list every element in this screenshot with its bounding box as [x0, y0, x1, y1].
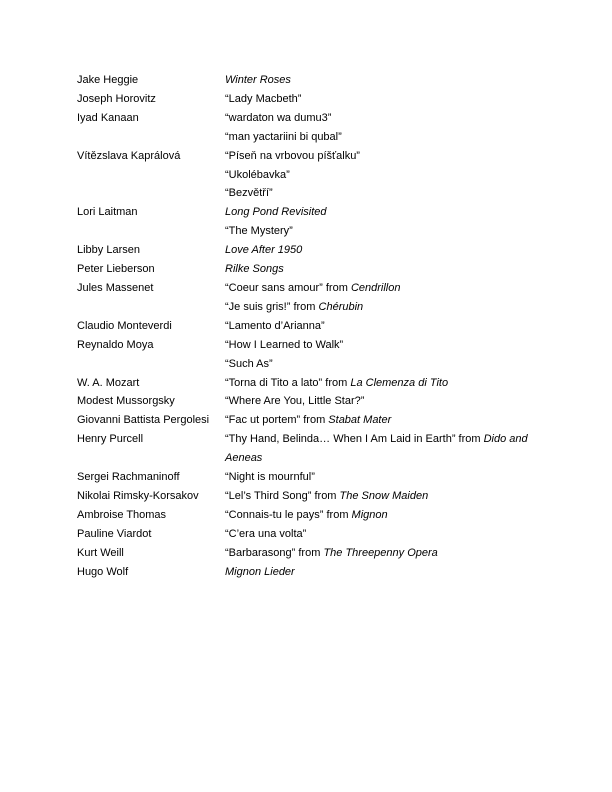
work-title-text: “Fac ut portem” from	[225, 414, 329, 427]
works-list	[225, 392, 537, 411]
repertoire-row	[77, 374, 537, 393]
work-title-text: “Barbarasong” from	[225, 546, 324, 559]
repertoire-row	[77, 525, 537, 544]
composer-name: Jake Heggie	[77, 74, 139, 86]
composer-name: Peter Lieberson	[77, 263, 155, 276]
works-list	[225, 525, 537, 544]
composer-name: Iyad Kanaan	[77, 111, 139, 124]
composer-name: W. A. Mozart	[77, 376, 140, 389]
work-title-text: “Such As”	[225, 357, 273, 370]
work-title-text: “Je suis gris!” from	[225, 300, 319, 313]
works-list	[225, 90, 537, 109]
work-title-italic: Chérubin	[318, 300, 364, 313]
repertoire-row	[77, 336, 537, 374]
repertoire-row	[77, 279, 537, 317]
repertoire-list	[77, 71, 537, 581]
work-title-text: “Night is mournful”	[225, 471, 315, 484]
works-list	[225, 506, 537, 525]
work-title	[225, 563, 537, 582]
works-list	[225, 468, 537, 487]
work-title-italic: The Threepenny Opera	[323, 546, 438, 559]
repertoire-row	[77, 430, 537, 468]
works-list	[225, 109, 537, 147]
work-title-text: “How I Learned to Walk”	[225, 338, 344, 351]
works-list	[225, 147, 537, 204]
works-list	[225, 317, 537, 336]
work-title-text: “Torna di Tito a lato” from	[225, 376, 351, 389]
works-list	[225, 336, 537, 374]
repertoire-row	[77, 317, 537, 336]
repertoire-row	[77, 147, 537, 204]
works-list	[225, 260, 537, 279]
work-title	[225, 241, 537, 260]
composer-name: Reynaldo Moya	[77, 338, 154, 351]
works-list	[225, 71, 537, 90]
work-title-italic: Winter Roses	[225, 74, 291, 86]
works-list	[225, 374, 537, 393]
work-title	[225, 544, 537, 563]
work-title-text: “C’era una volta”	[225, 527, 307, 540]
work-title	[225, 184, 537, 203]
work-title	[225, 430, 537, 468]
work-title	[225, 525, 537, 544]
repertoire-row	[77, 90, 537, 109]
composer-name: Libby Larsen	[77, 244, 140, 257]
work-title	[225, 203, 537, 222]
work-title-text: “Bezvětří”	[225, 187, 273, 200]
work-title-text: “wardaton wa dumu3”	[225, 111, 332, 124]
repertoire-row	[77, 203, 537, 241]
repertoire-row	[77, 241, 537, 260]
work-title-italic: Love After 1950	[225, 244, 303, 257]
work-title	[225, 222, 537, 241]
works-list	[225, 544, 537, 563]
work-title-italic: Mignon	[351, 508, 388, 521]
work-title	[225, 506, 537, 525]
work-title-text: “Lamento d’Arianna”	[225, 319, 325, 332]
work-title-italic: The Snow Maiden	[339, 489, 429, 502]
work-title-text: “Thy Hand, Belinda… When I Am Laid in Earth” from	[225, 433, 484, 446]
works-list	[225, 430, 537, 468]
composer-name: Sergei Rachmaninoff	[77, 471, 180, 484]
composer-name: Vítězslava Kaprálová	[77, 149, 181, 162]
work-title-text: “Connais-tu le pays” from	[225, 508, 352, 521]
composer-name: Joseph Horovitz	[77, 92, 156, 105]
repertoire-row	[77, 487, 537, 506]
work-title-text: “Where Are You, Little Star?”	[225, 395, 365, 408]
work-title-text: “Lel’s Third Song” from	[225, 489, 340, 502]
work-title	[225, 109, 537, 128]
work-title-italic: Cendrillon	[350, 281, 401, 294]
composer-name: Modest Mussorgsky	[77, 395, 175, 408]
work-title	[225, 260, 537, 279]
composer-name: Henry Purcell	[77, 433, 144, 446]
works-list	[225, 279, 537, 317]
work-title-italic: La Clemenza di Tito	[350, 376, 449, 389]
work-title	[225, 336, 537, 355]
repertoire-row	[77, 71, 537, 90]
work-title	[225, 487, 537, 506]
work-title	[225, 355, 537, 374]
work-title-text: “Ukolébavka”	[225, 168, 290, 181]
work-title	[225, 411, 537, 430]
composer-name: Jules Massenet	[77, 281, 154, 294]
work-title-text: “The Mystery”	[225, 225, 293, 238]
repertoire-row	[77, 506, 537, 525]
work-title-italic: Stabat Mater	[328, 414, 392, 427]
work-title	[225, 71, 537, 90]
work-title	[225, 166, 537, 185]
composer-name: Lori Laitman	[77, 206, 138, 219]
repertoire-row	[77, 411, 537, 430]
work-title-text: “Coeur sans amour” from	[225, 281, 351, 294]
work-title	[225, 147, 537, 166]
works-list	[225, 487, 537, 506]
work-title-italic: Long Pond Revisited	[225, 206, 327, 219]
work-title-text: “Píseň na vrbovou píšťalku”	[225, 149, 360, 162]
work-title	[225, 317, 537, 336]
works-list	[225, 411, 537, 430]
repertoire-row	[77, 109, 537, 147]
work-title	[225, 279, 537, 298]
composer-name: Ambroise Thomas	[77, 508, 167, 521]
repertoire-row	[77, 260, 537, 279]
works-list	[225, 203, 537, 241]
work-title-italic: Dido and Aeneas	[225, 433, 528, 465]
work-title	[225, 90, 537, 109]
work-title	[225, 128, 537, 147]
work-title-text: “Lady Macbeth”	[225, 92, 302, 105]
composer-name: Hugo Wolf	[77, 565, 129, 578]
composer-name: Giovanni Battista Pergolesi	[77, 414, 210, 427]
work-title-text: “man yactariini bi qubal”	[225, 130, 342, 143]
composer-name: Nikolai Rimsky-Korsakov	[77, 489, 199, 502]
composer-name: Kurt Weill	[77, 546, 124, 559]
composer-name: Claudio Monteverdi	[77, 319, 172, 332]
work-title	[225, 468, 537, 487]
composer-name: Pauline Viardot	[77, 527, 152, 540]
works-list	[225, 241, 537, 260]
work-title	[225, 392, 537, 411]
works-list	[225, 563, 537, 582]
work-title	[225, 374, 537, 393]
work-title-italic: Rilke Songs	[225, 263, 284, 276]
work-title-italic: Mignon Lieder	[225, 565, 295, 578]
repertoire-row	[77, 544, 537, 563]
work-title	[225, 298, 537, 317]
repertoire-row	[77, 563, 537, 582]
repertoire-row	[77, 392, 537, 411]
repertoire-row	[77, 468, 537, 487]
